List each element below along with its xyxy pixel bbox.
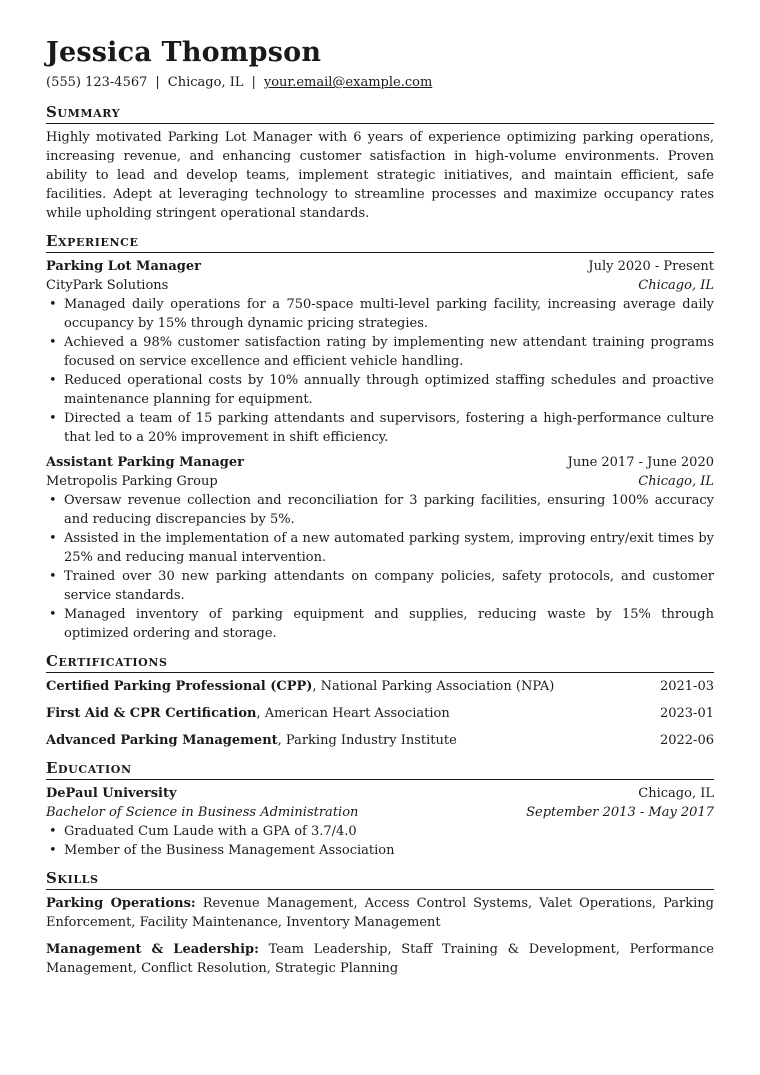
certification-name: Certified Parking Professional (CPP) <box>46 679 313 694</box>
certification-row <box>46 704 714 723</box>
skill-value: Team Leadership, Staff Training & Development, Performance Management, Conflict Resolution, Strategic Planning <box>46 942 714 976</box>
education-bullets <box>46 822 714 860</box>
header <box>46 36 714 92</box>
certification-issuer: , American Heart Association <box>256 706 450 721</box>
list-item: • Oversaw revenue collection and reconciliation for 3 parking facilities, ensuring 100% accuracy and reducing discrepancies by 5%. <box>46 491 714 529</box>
certification-name: First Aid & CPR Certification <box>46 706 257 721</box>
list-item: • Graduated Cum Laude with a GPA of 3.7/4.0 <box>46 822 714 841</box>
certification-text <box>46 731 457 750</box>
job-bullets <box>46 295 714 447</box>
job-bullets <box>46 491 714 643</box>
contact-line <box>46 74 714 92</box>
section-title: Skills <box>46 868 714 890</box>
certification-text <box>46 677 554 696</box>
skills-section <box>46 868 714 978</box>
summary-section <box>46 102 714 223</box>
list-item: • Member of the Business Management Association <box>46 841 714 860</box>
education-header <box>46 784 714 803</box>
job-location: Chicago, IL <box>638 278 714 293</box>
job-dates: July 2020 - Present <box>588 259 714 274</box>
job-company: CityPark Solutions <box>46 278 169 293</box>
certifications-section <box>46 651 714 750</box>
certification-text <box>46 704 450 723</box>
list-item: • Directed a team of 15 parking attendants and supervisors, fostering a high-performance culture that led to a 20% improvement in shift efficiency. <box>46 409 714 447</box>
certification-date: 2021-03 <box>659 679 714 694</box>
candidate-name: Jessica Thompson <box>46 37 322 68</box>
skill-value: Revenue Management, Access Control Systems, Valet Operations, Parking Enforcement, Facility Maintenance, Inventory Management <box>46 896 714 930</box>
job-dates: June 2017 - June 2020 <box>567 455 714 470</box>
list-item: • Achieved a 98% customer satisfaction rating by implementing new attendant training programs focused on service excellence and efficient vehicle handling. <box>46 333 714 371</box>
separator: | <box>155 75 160 90</box>
list-item: • Trained over 30 new parking attendants on company policies, safety protocols, and customer service standards. <box>46 567 714 605</box>
skill-label: Management & Leadership: <box>46 942 259 957</box>
separator: | <box>251 75 256 90</box>
job-role: Parking Lot Manager <box>46 259 201 274</box>
summary-text: Highly motivated Parking Lot Manager with 6 years of experience optimizing parking operations, increasing revenue, and enhancing customer satisfaction in high-volume environments. Proven ability to lead and develop teams, implement strategic initiatives, and maintain efficient, safe facilities. Adept at leveraging technology to streamline processes and maximize occupancy rates while upholding stringent operational standards. <box>46 130 714 221</box>
skill-row <box>46 940 714 978</box>
certification-issuer: , National Parking Association (NPA) <box>312 679 555 694</box>
school-name: DePaul University <box>46 786 177 801</box>
job-subheader <box>46 276 714 295</box>
job-subheader <box>46 472 714 491</box>
job-role: Assistant Parking Manager <box>46 455 245 470</box>
job-header <box>46 257 714 276</box>
section-title: Summary <box>46 102 714 124</box>
job-entry <box>46 257 714 447</box>
school-location: Chicago, IL <box>638 786 714 801</box>
experience-section <box>46 231 714 643</box>
certification-date: 2023-01 <box>659 706 714 721</box>
email-link[interactable]: your.email@example.com <box>263 75 433 90</box>
education-subheader <box>46 803 714 822</box>
list-item: • Assisted in the implementation of a new automated parking system, improving entry/exit times by 25% and reducing manual intervention. <box>46 529 714 567</box>
certification-issuer: , Parking Industry Institute <box>277 733 457 748</box>
job-entry <box>46 453 714 643</box>
job-header <box>46 453 714 472</box>
list-item: • Managed inventory of parking equipment and supplies, reducing waste by 15% through optimized ordering and storage. <box>46 605 714 643</box>
section-title: Education <box>46 758 714 780</box>
location: Chicago, IL <box>167 75 244 90</box>
certification-date: 2022-06 <box>659 733 714 748</box>
section-title: Experience <box>46 231 714 253</box>
degree: Bachelor of Science in Business Administration <box>46 805 359 820</box>
skill-row <box>46 894 714 932</box>
education-section <box>46 758 714 860</box>
section-title: Certifications <box>46 651 714 673</box>
certification-row <box>46 677 714 696</box>
job-location: Chicago, IL <box>638 474 714 489</box>
list-item: • Reduced operational costs by 10% annually through optimized staffing schedules and proactive maintenance planning for equipment. <box>46 371 714 409</box>
certification-row <box>46 731 714 750</box>
education-dates: September 2013 - May 2017 <box>526 805 714 820</box>
skill-label: Parking Operations: <box>46 896 196 911</box>
job-company: Metropolis Parking Group <box>46 474 218 489</box>
certification-name: Advanced Parking Management <box>46 733 278 748</box>
list-item: • Managed daily operations for a 750-space multi-level parking facility, increasing average daily occupancy by 15% through dynamic pricing strategies. <box>46 295 714 333</box>
phone: (555) 123-4567 <box>46 75 148 90</box>
